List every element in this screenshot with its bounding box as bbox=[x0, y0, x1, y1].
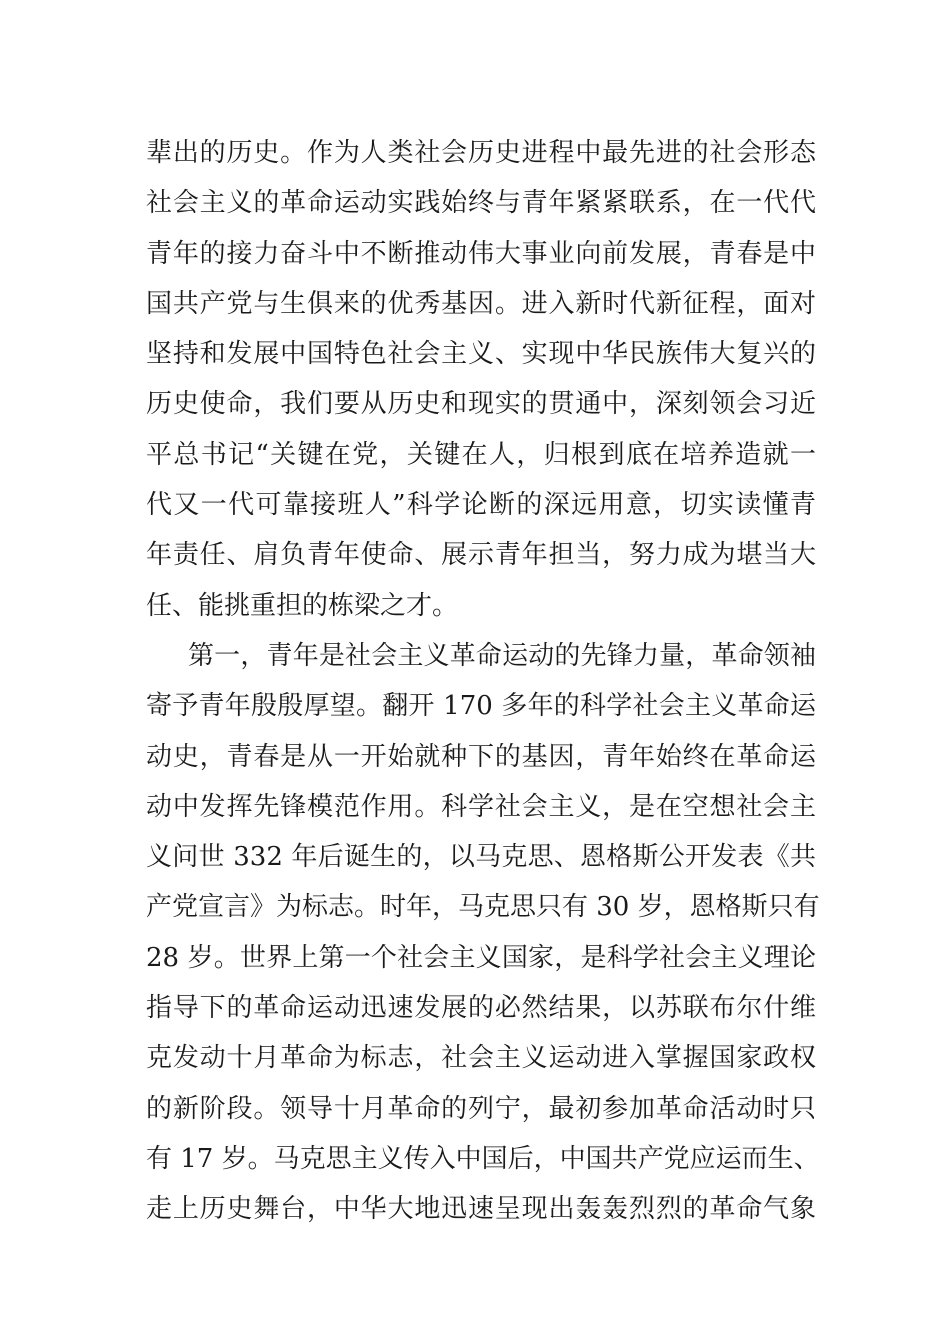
text-line-19: 克发动十月革命为标志，社会主义运动进入掌握国家政权 bbox=[146, 1043, 816, 1074]
text-line-11: 第一，青年是社会主义革命运动的先锋力量，革命领袖 bbox=[188, 640, 816, 671]
text-line-20: 的新阶段。领导十月革命的列宁，最初参加革命活动时只 bbox=[146, 1093, 816, 1124]
text-line-9: 年责任、肩负青年使命、展示青年担当，努力成为堪当大 bbox=[146, 540, 816, 571]
text-line-22: 走上历史舞台，中华大地迅速呈现出轰轰烈烈的革命气象 bbox=[146, 1194, 816, 1225]
text-line-12: 寄予青年殷殷厚望。翻开 170 多年的科学社会主义革命运 bbox=[146, 691, 816, 722]
text-line-10: 任、能挑重担的栋梁之才。 bbox=[146, 590, 459, 621]
text-line-15: 义问世 332 年后诞生的，以马克思、恩格斯公开发表《共 bbox=[146, 842, 816, 873]
text-line-21: 有 17 岁。马克思主义传入中国后，中国共产党应运而生、 bbox=[146, 1143, 820, 1174]
text-line-2: 社会主义的革命运动实践始终与青年紧紧联系，在一代代 bbox=[146, 188, 816, 219]
text-line-17: 28 岁。世界上第一个社会主义国家，是科学社会主义理论 bbox=[146, 942, 816, 973]
text-line-16: 产党宣言》为标志。时年，马克思只有 30 岁，恩格斯只有 bbox=[146, 892, 820, 923]
text-line-5: 坚持和发展中国特色社会主义、实现中华民族伟大复兴的 bbox=[146, 339, 816, 370]
text-line-8: 代又一代可靠接班人”科学论断的深远用意，切实读懂青 bbox=[146, 490, 816, 521]
text-line-7: 平总书记“关键在党，关键在人，归根到底在培养造就一 bbox=[146, 439, 816, 470]
text-line-4: 国共产党与生俱来的优秀基因。进入新时代新征程，面对 bbox=[146, 288, 816, 319]
text-line-13: 动史，青春是从一开始就种下的基因，青年始终在革命运 bbox=[146, 741, 816, 772]
text-line-1: 辈出的历史。作为人类社会历史进程中最先进的社会形态 bbox=[146, 138, 816, 168]
text-line-14: 动中发挥先锋模范作用。科学社会主义，是在空想社会主 bbox=[146, 791, 816, 822]
text-line-18: 指导下的革命运动迅速发展的必然结果，以苏联布尔什维 bbox=[146, 993, 816, 1024]
body-text bbox=[146, 128, 820, 1235]
text-line-6: 历史使命，我们要从历史和现实的贯通中，深刻领会习近 bbox=[146, 389, 816, 420]
text-line-3: 青年的接力奋斗中不断推动伟大事业向前发展，青春是中 bbox=[146, 238, 816, 269]
